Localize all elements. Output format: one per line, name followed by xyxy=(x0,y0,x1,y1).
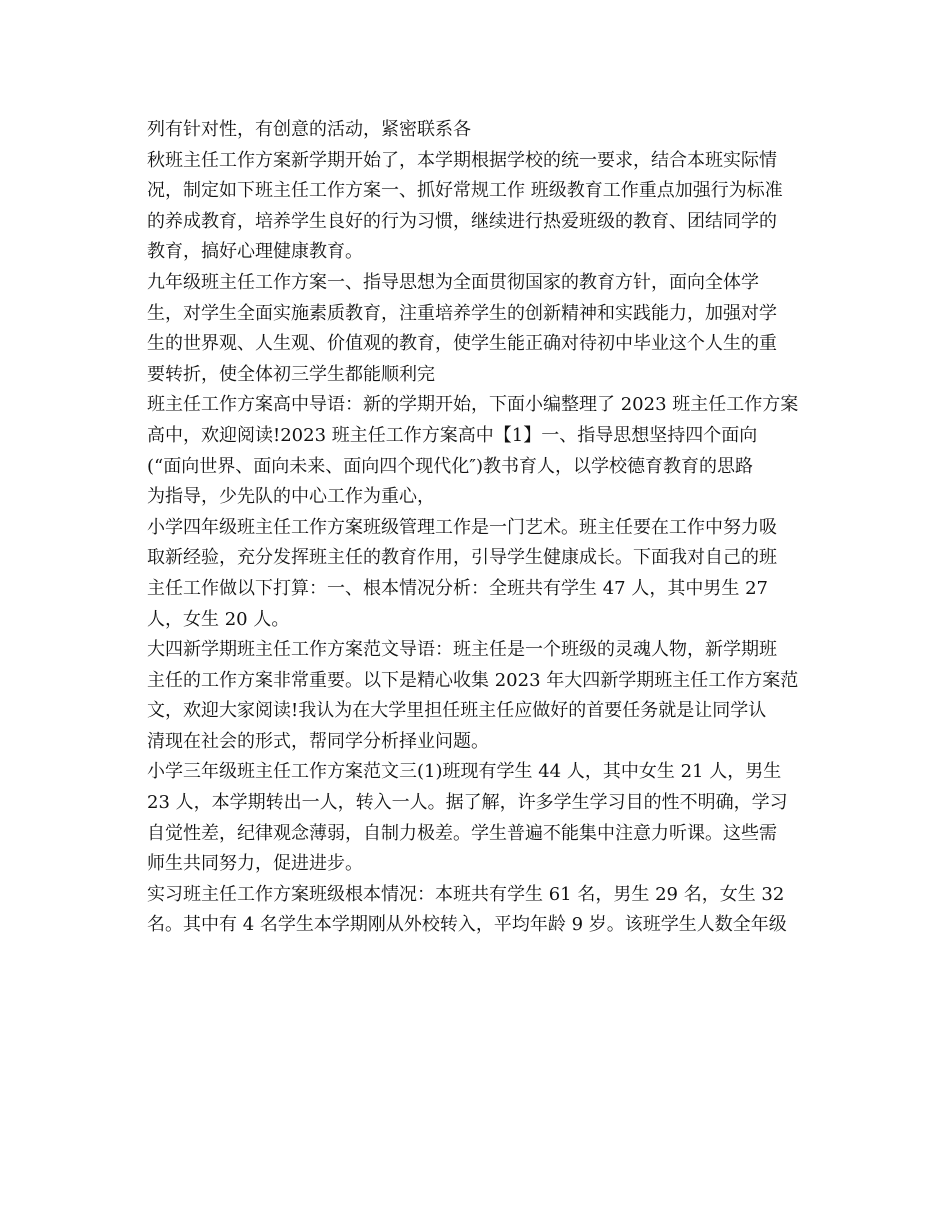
text-line: 的养成教育，培养学生良好的行为习惯，继续进行热爱班级的教育、团结同学的 xyxy=(147,210,777,232)
text-line: 生，对学生全面实施素质教育，注重培养学生的创新精神和实践能力，加强对学 xyxy=(147,302,777,324)
document-body xyxy=(147,115,812,941)
text-line: 秋班主任工作方案新学期开始了，本学期根据学校的统一要求，结合本班实际情 xyxy=(147,149,777,171)
text-line: 为指导，少先队的中心工作为重心， xyxy=(147,486,435,508)
text-line: 班主任工作方案高中导语：新的学期开始，下面小编整理了 2023 班主任工作方案 xyxy=(147,394,799,416)
text-line: 生的世界观、人生观、价值观的教育，使学生能正确对待初中毕业这个人生的重 xyxy=(147,333,777,355)
text-line: 况，制定如下班主任工作方案一、抓好常规工作 班级教育工作重点加强行为标准 xyxy=(147,180,783,202)
text-line: 人，女生 20 人。 xyxy=(147,608,290,630)
text-line: 小学四年级班主任工作方案班级管理工作是一门艺术。班主任要在工作中努力吸 xyxy=(147,516,777,538)
text-line: 23 人，本学期转出一人，转入一人。据了解，许多学生学习目的性不明确，学习 xyxy=(147,792,788,814)
text-line: 清现在社会的形式，帮同学分析择业问题。 xyxy=(147,730,489,752)
text-line: 小学三年级班主任工作方案范文三(1)班现有学生 44 人，其中女生 21 人，男生 xyxy=(147,761,782,783)
text-line: 教育，搞好心理健康教育。 xyxy=(147,241,363,263)
text-line: (“面向世界、面向未来、面向四个现代化″)教书育人，以学校德育教育的思路 xyxy=(147,455,753,477)
text-line: 文，欢迎大家阅读!我认为在大学里担任班主任应做好的首要任务就是让同学认 xyxy=(147,700,767,722)
text-line: 九年级班主任工作方案一、指导思想为全面贯彻国家的教育方针，面向全体学 xyxy=(147,271,759,293)
text-line: 取新经验，充分发挥班主任的教育作用，引导学生健康成长。下面我对自己的班 xyxy=(147,547,777,569)
text-line: 列有针对性，有创意的活动，紧密联系各 xyxy=(147,119,471,140)
text-line: 主任工作做以下打算：一、根本情况分析：全班共有学生 47 人，其中男生 27 xyxy=(147,577,768,599)
text-line: 师生共同努力，促进进步。 xyxy=(147,853,363,875)
text-line: 实习班主任工作方案班级根本情况：本班共有学生 61 名，男生 29 名，女生 32 xyxy=(147,883,785,905)
text-line: 要转折，使全体初三学生都能顺利完 xyxy=(147,363,435,385)
text-line: 主任的工作方案非常重要。以下是精心收集 2023 年大四新学期班主任工作方案范 xyxy=(147,669,799,691)
text-line: 自觉性差，纪律观念薄弱，自制力极差。学生普遍不能集中注意力听课。这些需 xyxy=(147,822,777,844)
text-line: 大四新学期班主任工作方案范文导语：班主任是一个班级的灵魂人物，新学期班 xyxy=(147,639,777,661)
text-line: 名。其中有 4 名学生本学期刚从外校转入，平均年龄 9 岁。该班学生人数全年级 xyxy=(147,914,787,936)
text-line: 高中，欢迎阅读!2023 班主任工作方案高中【1】一、指导思想坚持四个面向 xyxy=(147,424,758,446)
